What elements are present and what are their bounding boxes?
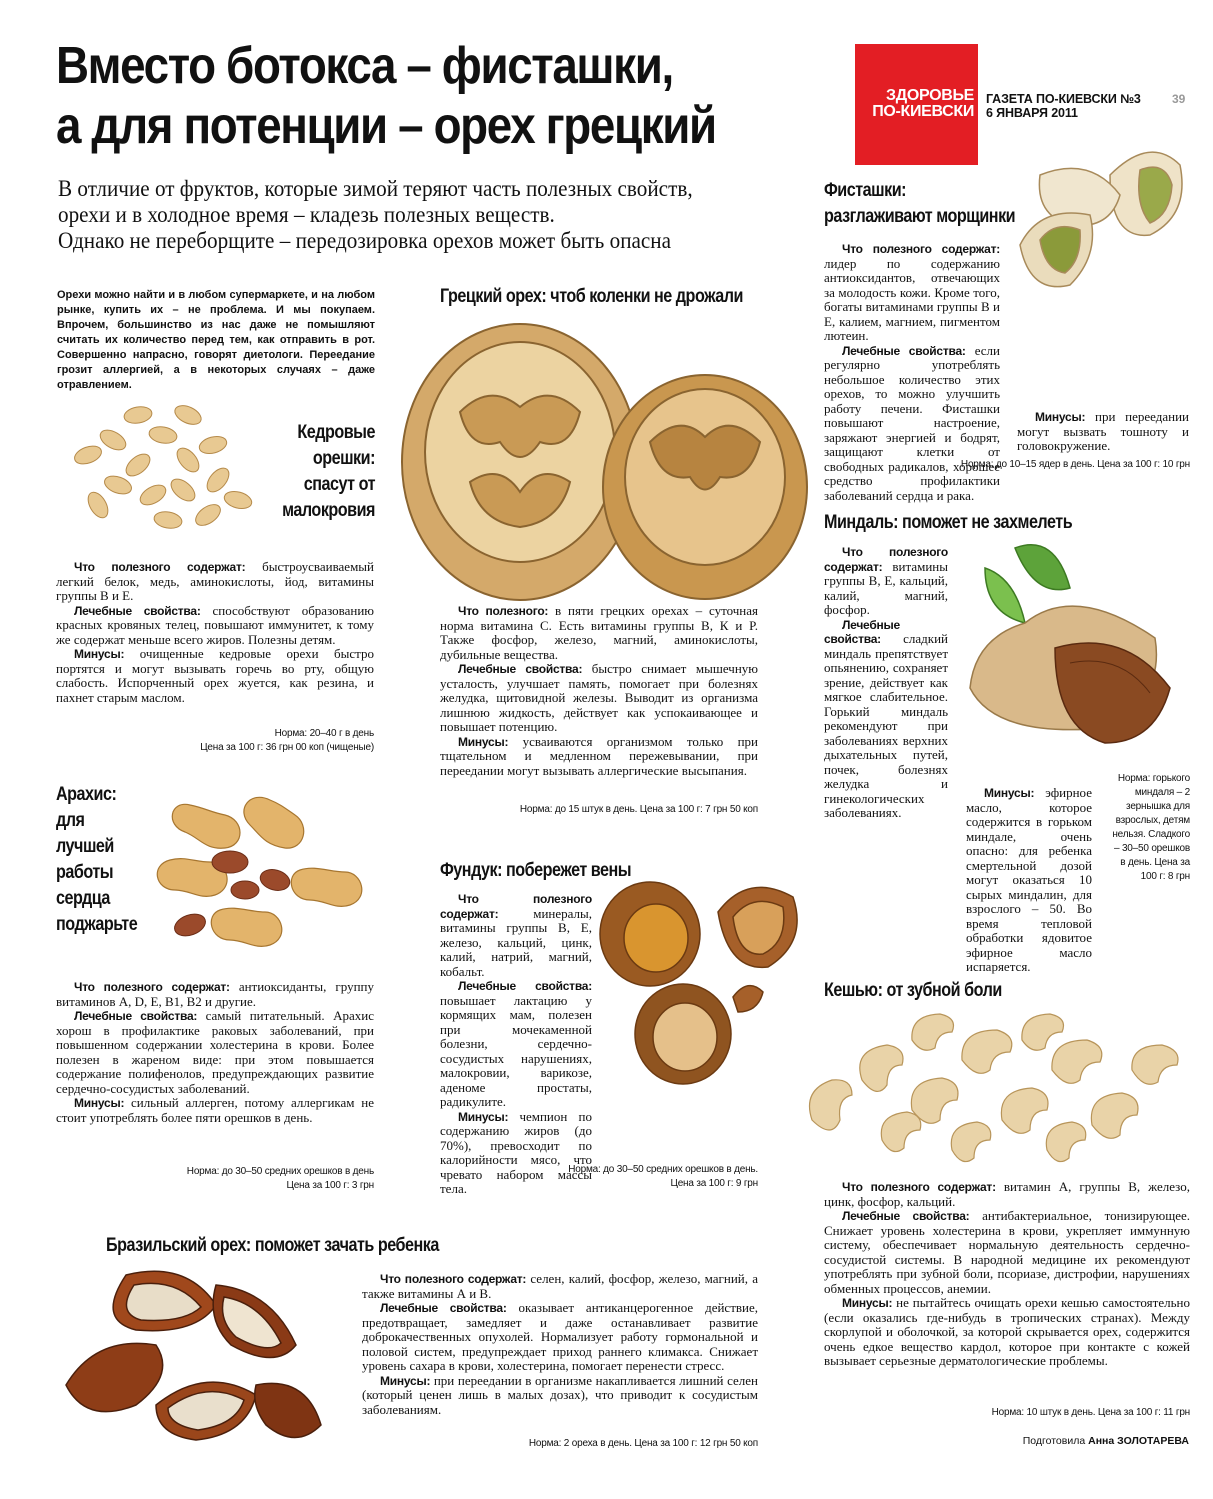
cedar-title: Кедровые орешки: спасут от малокровия — [282, 422, 375, 521]
lead-line-1: В отличие от фруктов, которые зимой теряют часть полезных свойств, — [58, 176, 693, 201]
cashew-contains-label: Что полезного содержат: — [842, 1180, 996, 1194]
cashew-norm: Норма: 10 штук в день. Цена за 100 г: 11 грн — [991, 1407, 1190, 1418]
paper-name: ГАЗЕТА ПО-КИЕВСКИ №3 — [986, 92, 1141, 106]
cedar-norm — [56, 727, 374, 755]
peanut-properties: самый питательный. Арахис хорош в профилактике раковых заболеваний, при повышенном содержании холестерина в крови. Более полезен в жареном виде: при этом повышается содержание полифенолов, предупреждающих развитие сердечно-сосудистых заболеваний. — [56, 1008, 374, 1096]
brazil-nut-image — [56, 1265, 326, 1450]
walnut-image — [400, 312, 810, 602]
cashew-properties: антибактериальное, тонизирующее. Снижает уровень холестерина в крови, укрепляет иммунную систему, обеспечивает нормальную деятельность сердечно-сосудистой системы. В народной медицине их рекомендуют употреблять при зубной боли, псориазе, дистрофии, нарушениях обменных процессов, анемии. — [824, 1208, 1190, 1296]
almond-contains-label: Что полезного содержат: — [824, 545, 948, 574]
almond-body-col-2 — [966, 786, 1092, 975]
brazil-minuses-label: Минусы: — [380, 1373, 431, 1388]
peanut-title: Арахис: для лучшей работы сердца поджарьте — [56, 784, 138, 935]
lead-line-3: Однако не переборщите – передозировка орехов может быть опасна — [58, 228, 672, 253]
cedar-minuses: очищенные кедровые орехи быстро портятся и могут вызывать горечь во рту, общую слабость. Испорченный орех жуется, как резина, и пахнет старым маслом. — [56, 646, 374, 705]
almond-minuses: эфирное масло, которое содержится в горьком миндале, очень опасно: для ребенка смертельной дозой могут оказаться 10 сырых миндалин, для взрослого – 50. Во время тепловой обработки ядовитое эфирное масло испаряется. — [966, 785, 1092, 974]
almond-contains: витамины группы В, Е, кальций, калий, магний, фосфор. — [824, 558, 948, 617]
hazelnut-image — [598, 872, 808, 1092]
credit-author: Анна ЗОЛОТАРЕВА — [1088, 1435, 1189, 1447]
walnut-minuses: усваиваются организмом только при тщательном и медленном пережевывании, при переедании могут вызывать аллергические высыпания. — [440, 733, 758, 778]
brazil-properties-label: Лечебные свойства: — [380, 1301, 507, 1315]
walnut-properties: быстро снимает мышечную усталость, улучшает память, помогает при болезнях желудка, щитовидной железы. Выводит из организма лишнюю жидкость, действует как успокаивающее и повышает потенцию. — [440, 661, 758, 734]
peanut-norm-text: Норма: до 30–50 средних орешков в день — [186, 1166, 374, 1177]
cashew-body — [824, 1180, 1190, 1369]
pistachio-body-col-2 — [1017, 410, 1189, 454]
brazil-body — [362, 1272, 758, 1417]
lead-line-2: орехи и в холодное время – кладезь полезных веществ. — [58, 202, 555, 227]
hazelnut-properties: повышает лактацию у кормящих мам, полезен при мочекаменной болезни, сердечно-сосудистых нарушениях, малокровии, варикозе, аденоме простаты, радикулите. — [440, 992, 592, 1109]
peanut-minuses-label: Минусы: — [74, 1096, 125, 1110]
brazil-properties: оказывает антиканцерогенное действие, предотвращает, замедляет и даже останавливает развитие доброкачественных опухолей. Нормализует работу гормональной и половой систем, предупреждает приход раннего климакса. Снижает уровень сахара в крови, холестерина, помогает перенести стресс. — [362, 1300, 758, 1373]
walnut-body — [440, 604, 758, 778]
cashew-title: Кешью: от зубной боли — [824, 980, 1002, 1001]
paper-info — [986, 92, 1141, 120]
almond-image — [955, 528, 1195, 758]
hazelnut-contains-label: Что полезного содержат: — [440, 892, 592, 921]
cedar-price-text: Цена за 100 г: 36 грн 00 коп (чищеные) — [200, 742, 374, 753]
walnut-minuses-label: Минусы: — [458, 734, 509, 749]
cashew-properties-label: Лечебные свойства: — [842, 1209, 970, 1223]
peanut-properties-label: Лечебные свойства: — [74, 1009, 198, 1023]
hazelnut-norm — [440, 1163, 758, 1191]
hazelnut-minuses: чемпион по содержанию жиров (до 70%), превосходит по калорийности мясо, что чревато набором массы тела. — [440, 1108, 592, 1196]
pistachio-minuses-label: Минусы: — [1035, 410, 1086, 424]
cashew-contains: витамин А, группы В, железо, цинк, фосфор, кальций. — [824, 1179, 1190, 1209]
cedar-minuses-label: Минусы: — [74, 647, 125, 661]
cedar-properties-label: Лечебные свойства: — [74, 603, 201, 618]
title-line-2: а для потенции – орех грецкий — [56, 97, 716, 155]
almond-body-col-1 — [824, 545, 948, 821]
page-number: 39 — [1172, 92, 1186, 106]
almond-properties-label: Лечебные свойства: — [824, 617, 900, 646]
brazil-contains: селен, калий, фосфор, железо, магний, а также витамины А и В. — [362, 1271, 758, 1301]
title-line-1: Вместо ботокса – фисташки, — [56, 37, 673, 95]
walnut-properties-label: Лечебные свойства: — [458, 662, 583, 676]
section-badge-line-2: ПО-КИЕВСКИ — [872, 103, 974, 120]
pistachio-minuses: при переедании могут вызвать тошноту и головокружение. — [1017, 409, 1189, 453]
walnut-title: Грецкий орех: чтоб коленки не дрожали — [440, 286, 743, 307]
hazelnut-contains: минералы, витамины группы В, Е, железо, кальций, цинк, калий, натрий, магний, кобальт. — [440, 905, 592, 979]
intro-text: Орехи можно найти и в любом супермаркете, и на любом рынке, купить их – не проблема. И мы покупаем. Впрочем, большинство из нас даже не помышляют считать их количество перед тем, как отправить в рот. Совершенно напрасно, говорят диетологи. Переедание грозит аллергией, а в некоторых случаях – даже отравлением. — [57, 289, 375, 391]
pistachio-contains-label: Что полезного содержат: — [842, 242, 1000, 256]
pistachio-image — [1010, 135, 1190, 300]
pistachio-norm: Норма: до 10–15 ядер в день. Цена за 100 г: 10 грн — [960, 459, 1190, 470]
cashew-minuses: не пытайтесь очищать орехи кешью самостоятельно (если оказались где-нибудь в тропических странах). Между скорлупой и оболочкой, за которой скрывается орех, содержится очень едкое вещество кардол, которое при контакте с кожей вызывает серьезные дерматологические проблемы. — [824, 1295, 1190, 1368]
pistachio-properties-label: Лечебные свойства: — [842, 343, 966, 358]
paper-date: 6 ЯНВАРЯ 2011 — [986, 106, 1078, 120]
section-badge-line-1: ЗДОРОВЬЕ — [886, 87, 974, 104]
walnut-contains: в пяти грецких орехах – суточная норма витамина С. Есть витамины группы В, К и Р. Также фосфор, железо, магний, аминокислоты, дубильные вещества. — [440, 603, 758, 662]
pistachio-title — [824, 178, 1015, 230]
page-title — [56, 36, 725, 156]
brazil-norm: Норма: 2 ореха в день. Цена за 100 г: 12 грн 50 коп — [528, 1438, 758, 1449]
peanut-contains-label: Что полезного содержат: — [74, 980, 230, 994]
brazil-minuses: при переедании в организме накапливается лишний селен (который ценен лишь в малых дозах), что приводит к сосудистым заболеваниям. — [362, 1372, 758, 1417]
peanut-body — [56, 980, 374, 1125]
cedar-body — [56, 560, 374, 705]
cedar-properties: способствуют образованию красных кровяных телец, повышают иммунитет, к тому же содержат меньше всего жиров. Полезны детям. — [56, 602, 374, 647]
hazelnut-norm-text: Норма: до 30–50 средних орешков в день. — [568, 1164, 758, 1175]
cedar-nuts-image — [58, 395, 268, 545]
walnut-contains-label: Что полезного: — [458, 604, 549, 618]
peanut-norm — [56, 1165, 374, 1193]
cashew-minuses-label: Минусы: — [842, 1296, 893, 1310]
walnut-norm: Норма: до 15 штук в день. Цена за 100 г: 7 грн 50 коп — [519, 804, 758, 815]
pistachio-title-line-1: Фисташки: — [824, 180, 907, 201]
almond-side-note: Норма: горького миндаля – 2 зернышка для взрослых, детям нельзя. Сладкого – 30–50 орешков в день. Цена за 100 г: 8 грн — [1112, 773, 1190, 882]
author-credit — [1023, 1435, 1189, 1447]
pistachio-contains: лидер по содержанию антиоксидантов, отвечающих за молодость кожи. Кроме того, богаты витаминами группы В и Е, калием, магнием, пигментом лютеин. — [824, 255, 1000, 343]
peanut-price-text: Цена за 100 г: 3 грн — [286, 1180, 374, 1191]
credit-prefix: Подготовила — [1022, 1435, 1086, 1447]
peanut-image — [150, 780, 380, 970]
lead-paragraph — [58, 176, 757, 254]
hazelnut-price-text: Цена за 100 г: 9 грн — [670, 1178, 758, 1189]
cedar-contains-label: Что полезного содержат: — [74, 560, 246, 574]
hazelnut-minuses-label: Минусы: — [458, 1109, 509, 1124]
almond-properties: сладкий миндаль препятствует опьянению, сохраняет зрение, действует как мягкое слабительное. Горький миндаль рекомендуют при заболеваниях верхних дыхательных путей, почек, болезнях желудка и гинекологических заболеваниях. — [824, 631, 948, 820]
cedar-contains: быстроусваиваемый легкий белок, медь, аминокислоты, йод, витамины группы В и Е. — [56, 559, 374, 603]
almond-minuses-label: Минусы: — [984, 786, 1035, 800]
hazelnut-properties-label: Лечебные свойства: — [458, 979, 592, 993]
hazelnut-title: Фундук: побережет вены — [440, 860, 632, 881]
hazelnut-body — [440, 892, 592, 1197]
almond-title: Миндаль: поможет не захмелеть — [824, 512, 1073, 533]
pistachio-title-line-2: разглаживают морщинки — [824, 206, 1016, 227]
brazil-contains-label: Что полезного содержат: — [380, 1272, 527, 1286]
brazil-title: Бразильский орех: поможет зачать ребенка — [106, 1235, 439, 1256]
peanut-contains: антиоксиданты, группу витаминов A, D, E, B1, B2 и другие. — [56, 979, 374, 1009]
cedar-norm-text: Норма: 20–40 г в день — [274, 728, 374, 739]
peanut-minuses: сильный аллерген, потому аллергикам не стоит употреблять более пяти орешков в день. — [56, 1095, 374, 1125]
pistachio-properties: если регулярно употреблять небольшое количество этих орехов, то можно улучшить работу печени. Фисташки повышают настроение, заряжают энергией и бодрят, защищают клетки от свободных радикалов, хорошее средство профилактики заболеваний сердца и рака. — [824, 342, 1000, 503]
section-badge — [855, 44, 978, 165]
cashew-image — [792, 1000, 1192, 1170]
